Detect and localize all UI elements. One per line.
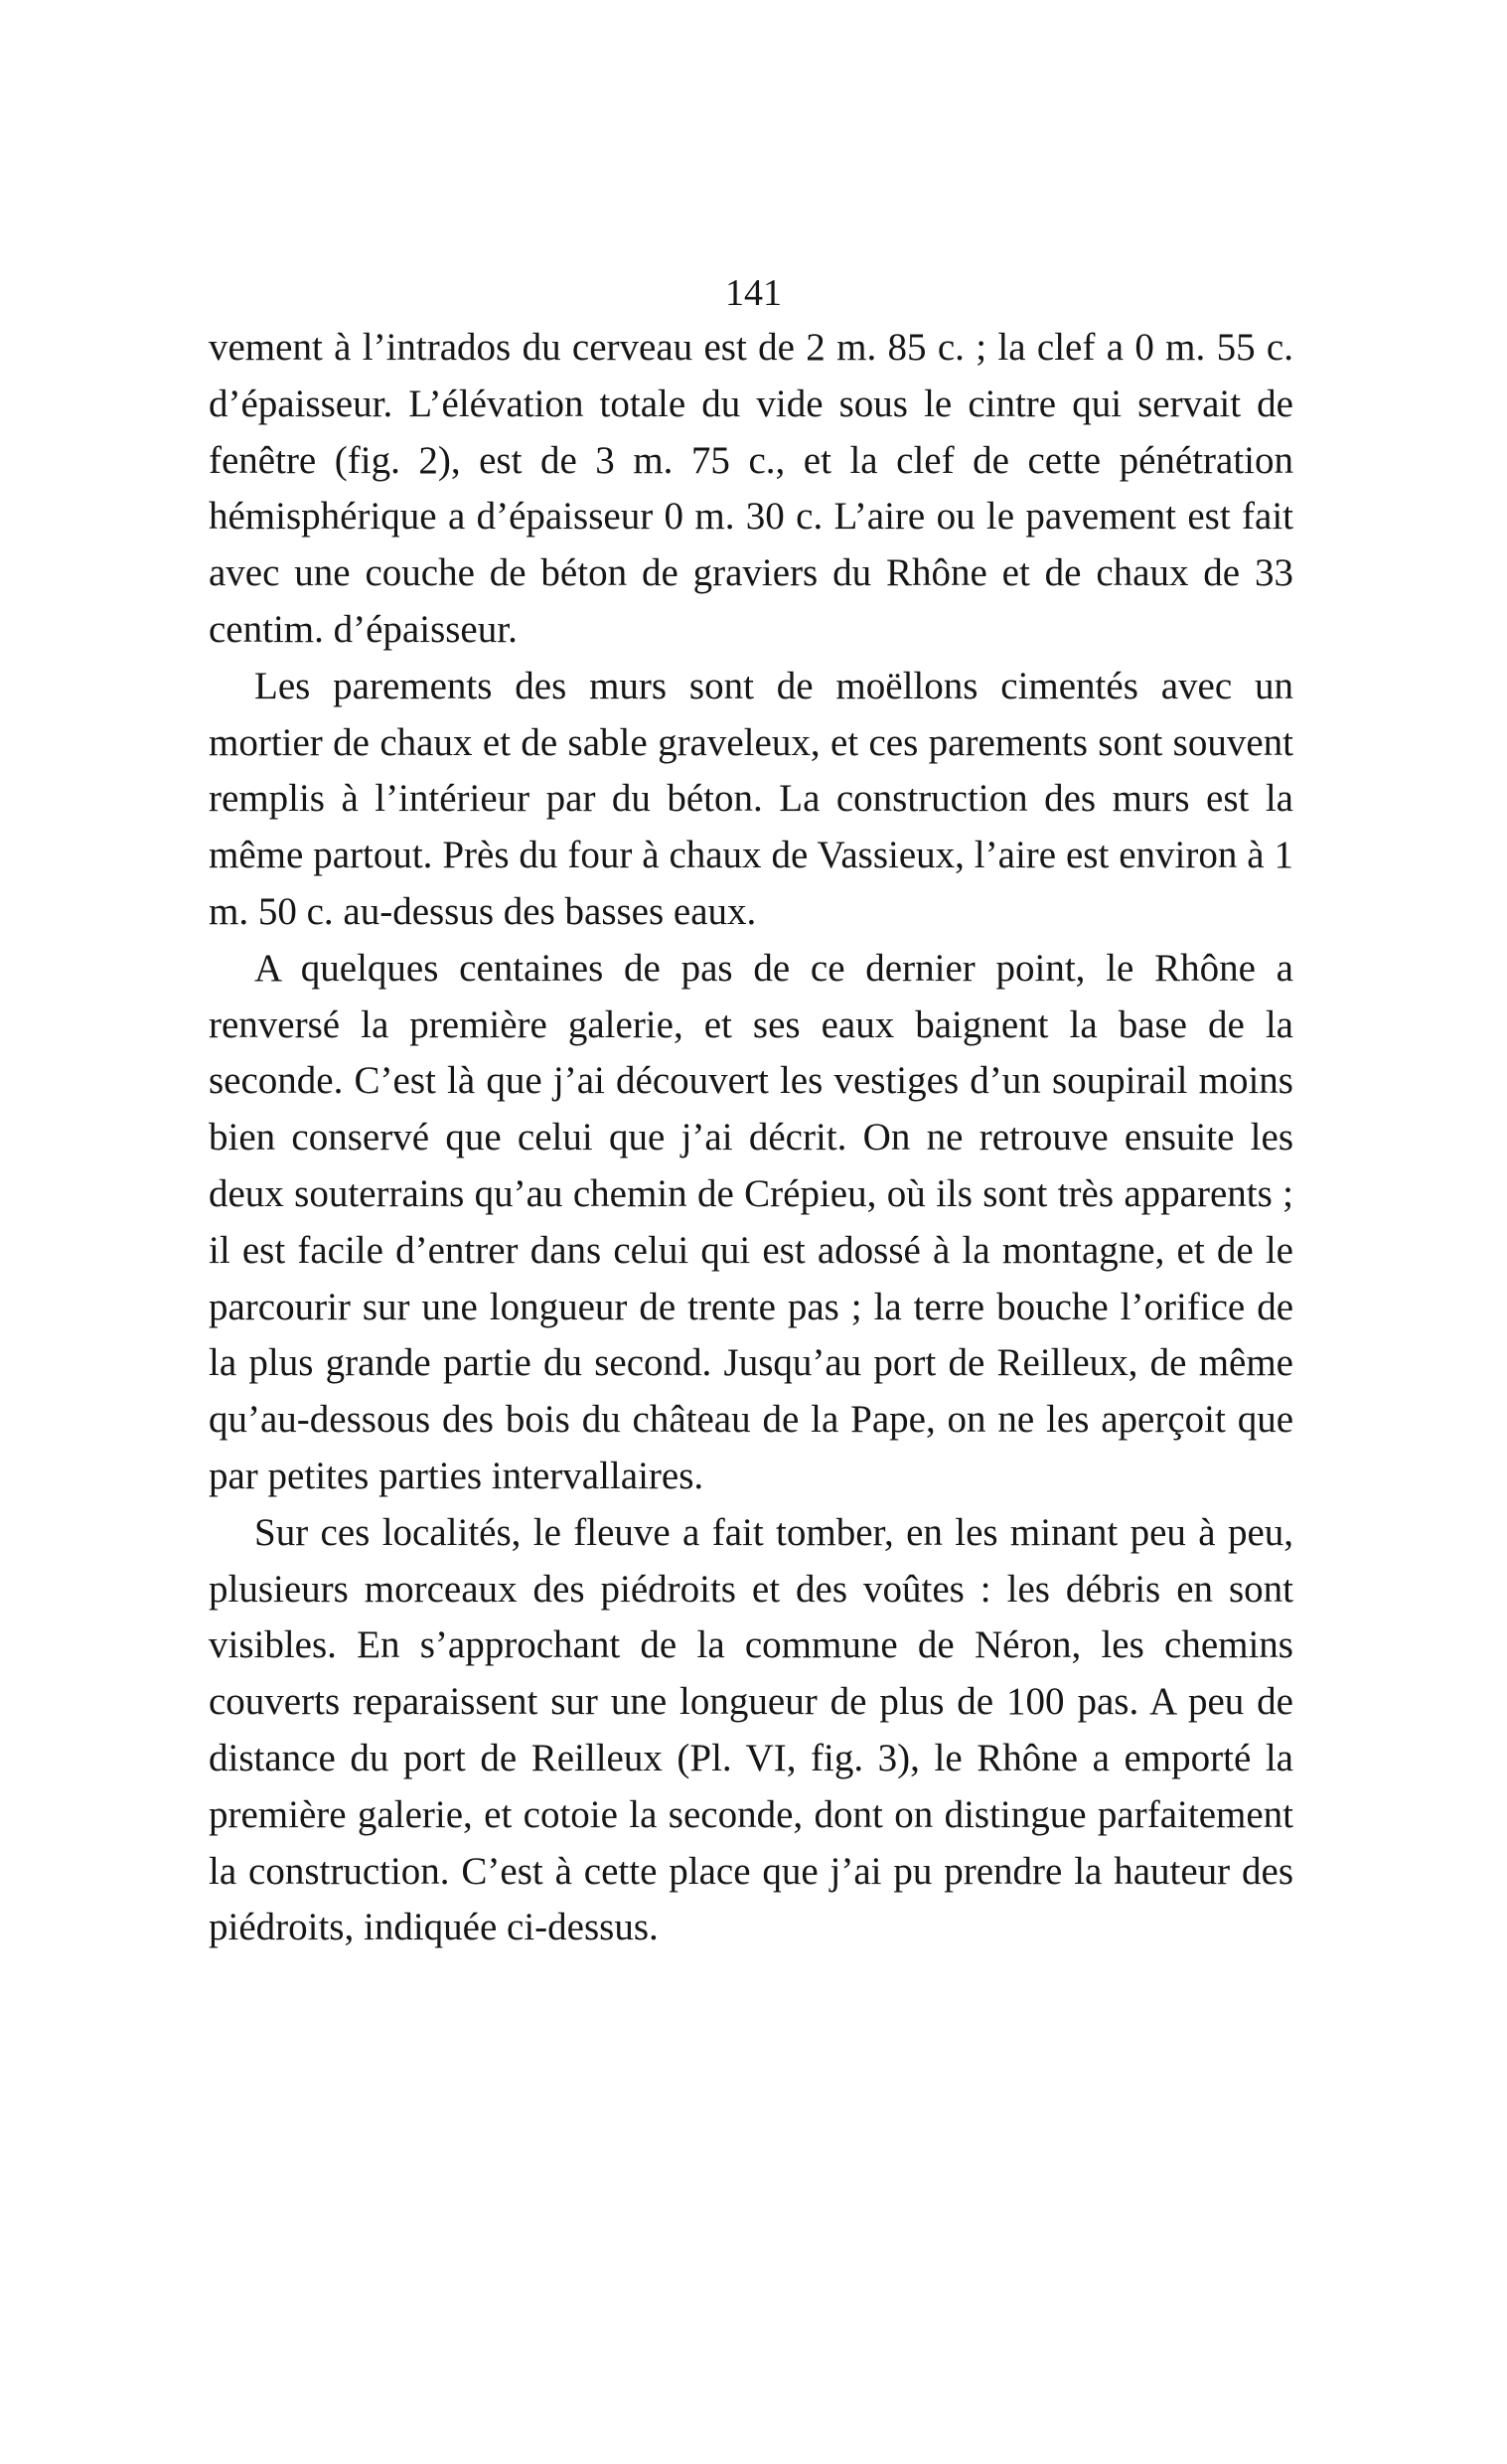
body-text xyxy=(209,320,1293,1956)
page-number: 141 xyxy=(725,272,782,314)
paragraph-continued: vement à l’intrados du cerveau est de 2 m. 85 c. ; la clef a 0 m. 55 c. d’épaisseur. L’élévation totale du vide sous le cintre qui servait de fenêtre (fig. 2), est de 3 m. 75 c., et la clef de cette pénétration hémisphérique a d’épaisseur 0 m. 30 c. L’aire ou le pavement est fait avec une couche de béton de graviers du Rhône et de chaux de 33 centim. d’épaisseur. xyxy=(209,326,1293,651)
paragraph-localities: Sur ces localités, le fleuve a fait tomber, en les minant peu à peu, plusieurs morceaux des piédroits et des voûtes : les débris en sont visibles. En s’approchant de la commune de Néron, les chemins couverts reparaissent sur une longueur de plus de 100 pas. A peu de distance du port de Reilleux (Pl. VI, fig. 3), le Rhône a emporté la première galerie, et cotoie la seconde, dont on distingue parfaitement la construction. C’est à cette place que j’ai pu prendre la hauteur des piédroits, indiquée ci-dessus. xyxy=(209,1510,1293,1949)
paragraph-wall-facings: Les parements des murs sont de moëllons cimentés avec un mortier de chaux et de sable graveleux, et ces parements sont souvent remplis à l’intérieur par du béton. La construction des murs est la même partout. Près du four à chaux de Vassieux, l’aire est environ à 1 m. 50 c. au-dessus des basses eaux. xyxy=(209,664,1293,933)
paragraph-galleries: A quelques centaines de pas de ce dernier point, le Rhône a renversé la première galerie, et ses eaux baignent la base de la seconde. C’est là que j’ai découvert les vestiges d’un soupirail moins bien conservé que celui que j’ai décrit. On ne retrouve ensuite les deux souterrains qu’au chemin de Crépieu, où ils sont très apparents ; il est facile d’entrer dans celui qui est adossé à la montagne, et de le parcourir sur une longueur de trente pas ; la terre bouche l’orifice de la plus grande partie du second. Jusqu’au port de Reilleux, de même qu’au-dessous des bois du château de la Pape, on ne les aperçoit que par petites parties intervallaires. xyxy=(209,946,1293,1497)
